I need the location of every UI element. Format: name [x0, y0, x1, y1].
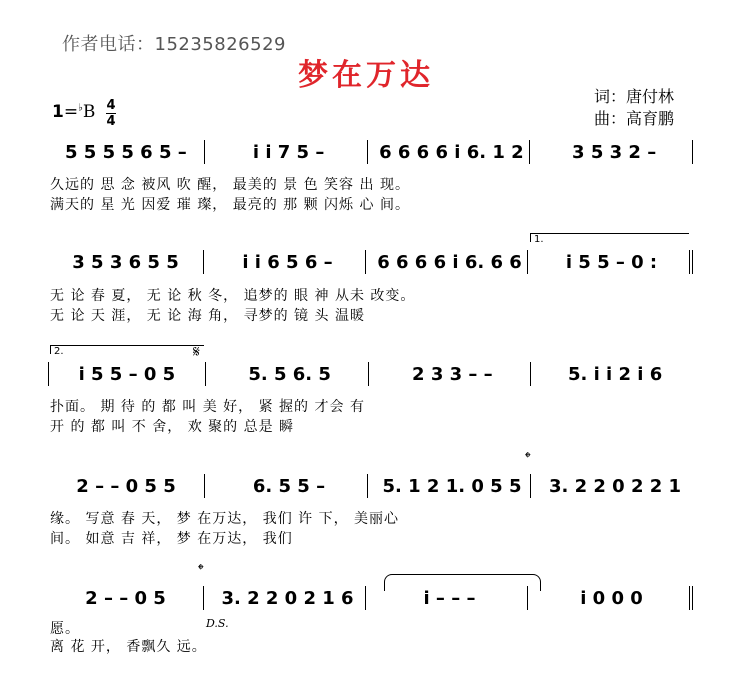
measure: 2 – – 0 5: [48, 586, 204, 610]
lyricist-credit: 词：唐付林: [594, 87, 675, 106]
measure: 3. 2 2 0 2 1 6: [210, 586, 366, 610]
volta-bracket-2: 2.: [50, 345, 204, 354]
notation-system-3: [48, 362, 693, 386]
composer-credit: 曲：高育鹏: [594, 109, 675, 128]
lyrics-verse-2: 满天的 星 光 因爱 璀 璨， 最亮的 那 颗 闪烁 心 间。: [50, 197, 410, 213]
time-signature: 4 4: [106, 98, 116, 129]
author-phone: 作者电话：15235826529: [62, 34, 286, 55]
lyrics-verse-2: 间。 如意 吉 祥， 梦 在万达， 我们: [50, 531, 293, 547]
measure: 6 6 6 6 i 6. 6 6: [372, 250, 528, 274]
measure: i 5 5 – 0 :: [534, 250, 693, 274]
measure: 3. 2 2 0 2 2 1: [548, 475, 682, 497]
lyrics-verse-1: 久远的 思 念 被风 吹 醒， 最美的 景 色 笑容 出 现。: [50, 177, 410, 193]
measure: 5 5 5 5 6 5 –: [48, 140, 205, 164]
measure: 2 3 3 – –: [375, 362, 532, 386]
segno-icon: 𝄋: [193, 342, 200, 361]
measure: 5. i i 2 i 6: [567, 363, 663, 385]
volta-bracket-1: 1.: [530, 233, 689, 242]
measure: 6. 5 5 –: [211, 474, 368, 498]
measure: i i 6 5 6 –: [210, 250, 366, 274]
measure: 3 5 3 2 –: [536, 140, 693, 164]
coda-icon: 𝄌: [198, 560, 204, 579]
dal-segno-mark: D.S.: [206, 617, 229, 630]
lyrics-verse-1: 无 论 春 夏， 无 论 秋 冬， 追梦的 眼 神 从未 改变。: [50, 288, 416, 304]
measure: 2 – – 0 5 5: [48, 474, 205, 498]
notation-system-1: [48, 140, 693, 164]
key-signature: 1=♭B: [52, 102, 96, 122]
measure: 5. 5 6. 5: [212, 362, 369, 386]
notation-system-2: [48, 250, 693, 274]
measure: i 5 5 – 0 5: [48, 362, 206, 386]
measure: i 0 0 0: [534, 586, 693, 610]
measure: i – – –: [372, 586, 528, 610]
notation-system-4: [48, 474, 693, 498]
lyrics-verse-2: 开 的 都 叫 不 舍， 欢 聚的 总是 瞬: [50, 419, 295, 435]
coda-icon: 𝄌: [525, 448, 531, 467]
notation-system-5: [48, 586, 693, 610]
song-title: 梦在万达: [298, 58, 434, 93]
lyrics-verse-1: 扑面。 期 待 的 都 叫 美 好， 紧 握的 才会 有: [50, 399, 365, 415]
measure: i i 7 5 –: [211, 140, 368, 164]
measure: 6 6 6 6 i 6. 1 2: [374, 140, 531, 164]
lyrics-verse-1: 愿。: [50, 621, 80, 637]
lyrics-verse-2: 离 花 开， 香飘久 远。: [50, 639, 207, 655]
measure: 3 5 3 6 5 5: [48, 250, 204, 274]
lyrics-verse-1: 缘。 写意 春 天， 梦 在万达， 我们 许 下， 美丽心: [50, 511, 400, 527]
measure: 5. 1 2 1. 0 5 5: [374, 474, 531, 498]
lyrics-verse-2: 无 论 天 涯， 无 论 海 角， 寻梦的 镜 头 温暖: [50, 308, 365, 324]
